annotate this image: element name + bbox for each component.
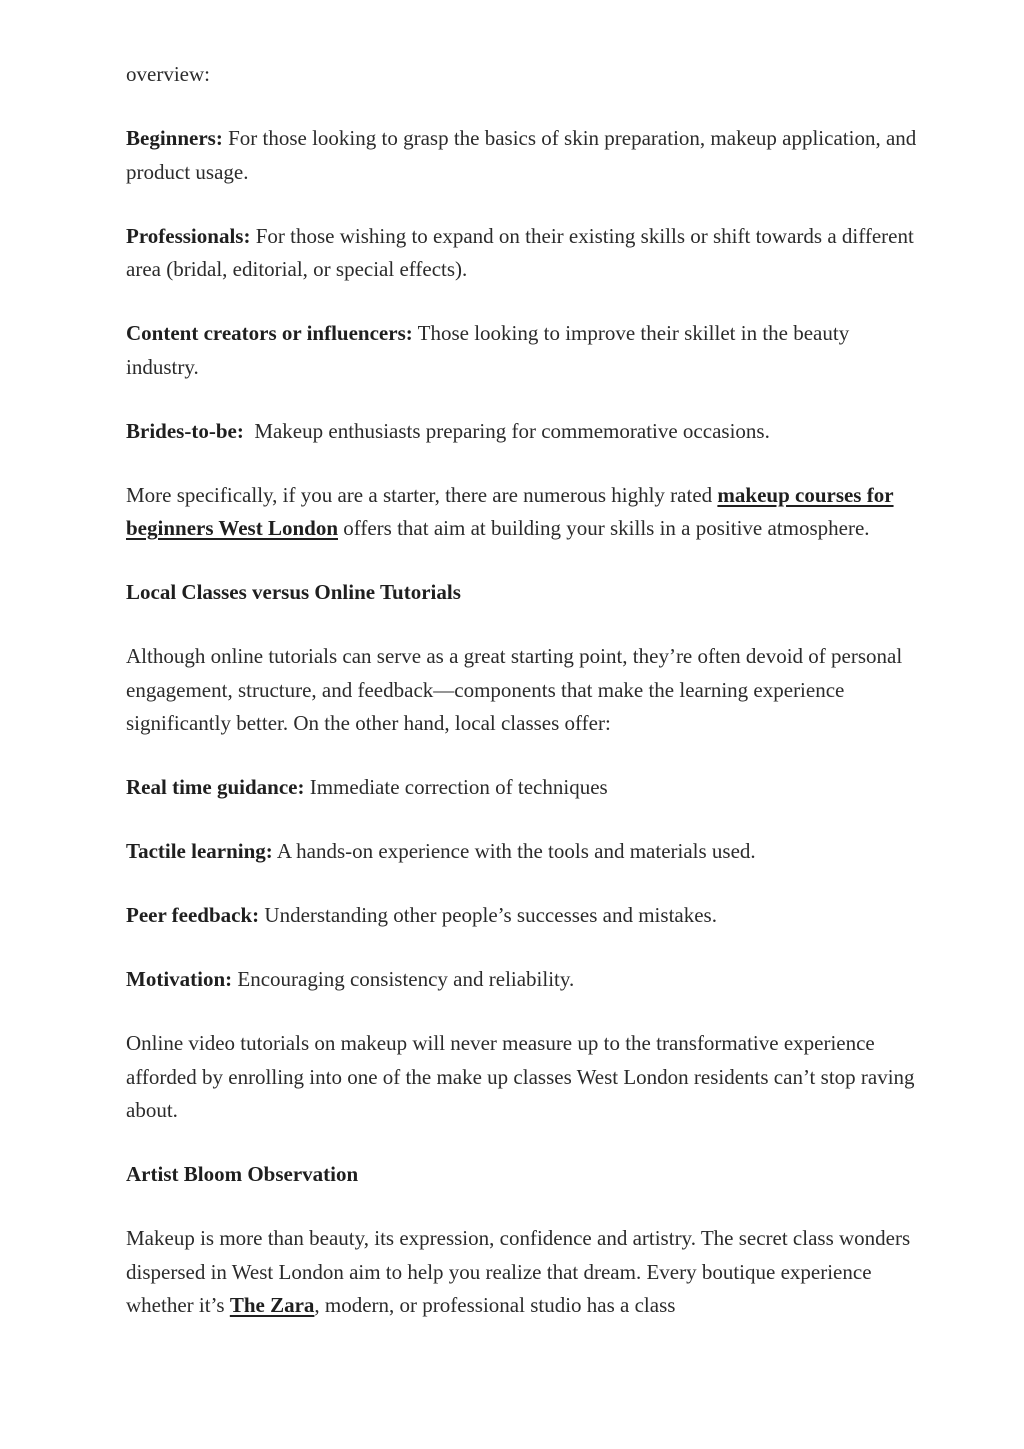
benefit-peer: [126, 899, 926, 933]
audience-creators: [126, 317, 926, 384]
audience-label: Brides-to-be:: [126, 418, 244, 443]
benefit-text: A hands-on experience with the tools and materials used.: [272, 839, 756, 863]
the-zara-link[interactable]: The Zara: [229, 1293, 315, 1317]
section-heading-local: Local Classes versus Online Tutorials: [126, 580, 461, 604]
audience-text: For those wishing to expand on their existing skills or shift towards a different area (bridal, editorial, or special effects).: [126, 223, 914, 281]
audience-label: Content creators or influencers:: [126, 321, 413, 345]
benefit-label: Tactile learning:: [126, 839, 273, 863]
audience-brides: [126, 415, 926, 449]
specific-text-after: offers that aim at building your skills in a positive atmosphere.: [338, 516, 870, 540]
benefit-label: Motivation:: [126, 967, 233, 991]
specific-text-before: More specifically, if you are a starter, there are numerous highly rated: [126, 482, 718, 507]
audience-text: Makeup enthusiasts preparing for commemorative occasions.: [243, 418, 770, 443]
benefit-label: Real time guidance:: [126, 775, 305, 799]
benefit-text: Immediate correction of techniques: [304, 775, 608, 799]
closing-text-before: Makeup is more than beauty, its expression, confidence and artistry. The secret class wonders dispersed in West London aim to help you realize that dream. Every boutique experience whether it’s: [126, 1226, 911, 1317]
audience-professionals: [126, 220, 926, 287]
online-paragraph: Online video tutorials on makeup will never measure up to the transformative experience afforded by enrolling into one of the make up classes West London residents can’t stop raving about.: [126, 1031, 915, 1122]
document-body: [126, 58, 926, 1353]
audience-text: For those looking to grasp the basics of skin preparation, makeup application, and product usage.: [126, 126, 917, 184]
benefit-text: Encouraging consistency and reliability.: [232, 967, 575, 991]
local-intro-paragraph: Although online tutorials can serve as a great starting point, they’re often devoid of personal engagement, structure, and feedback—components that make the learning experience significantly better. On the other hand, local classes offer:: [126, 644, 903, 735]
specific-paragraph: [126, 479, 926, 546]
benefit-tactile: [126, 835, 926, 869]
benefit-guidance: [126, 771, 926, 805]
closing-text-after: , modern, or professional studio has a class: [314, 1293, 676, 1317]
audience-label: Beginners:: [126, 126, 223, 150]
lead-text: overview:: [126, 62, 210, 86]
section-heading-artist: Artist Bloom Observation: [126, 1162, 359, 1186]
closing-paragraph: [126, 1222, 926, 1323]
beginners-courses-link[interactable]: makeup courses for beginners West London: [126, 482, 894, 540]
audience-text: Those looking to improve their skillet in the beauty industry.: [126, 321, 850, 379]
benefit-motivation: [126, 963, 926, 997]
audience-beginners: [126, 122, 926, 189]
audience-label: Professionals:: [126, 223, 251, 248]
benefit-label: Peer feedback:: [126, 903, 260, 927]
benefit-text: Understanding other people’s successes and mistakes.: [259, 903, 717, 927]
